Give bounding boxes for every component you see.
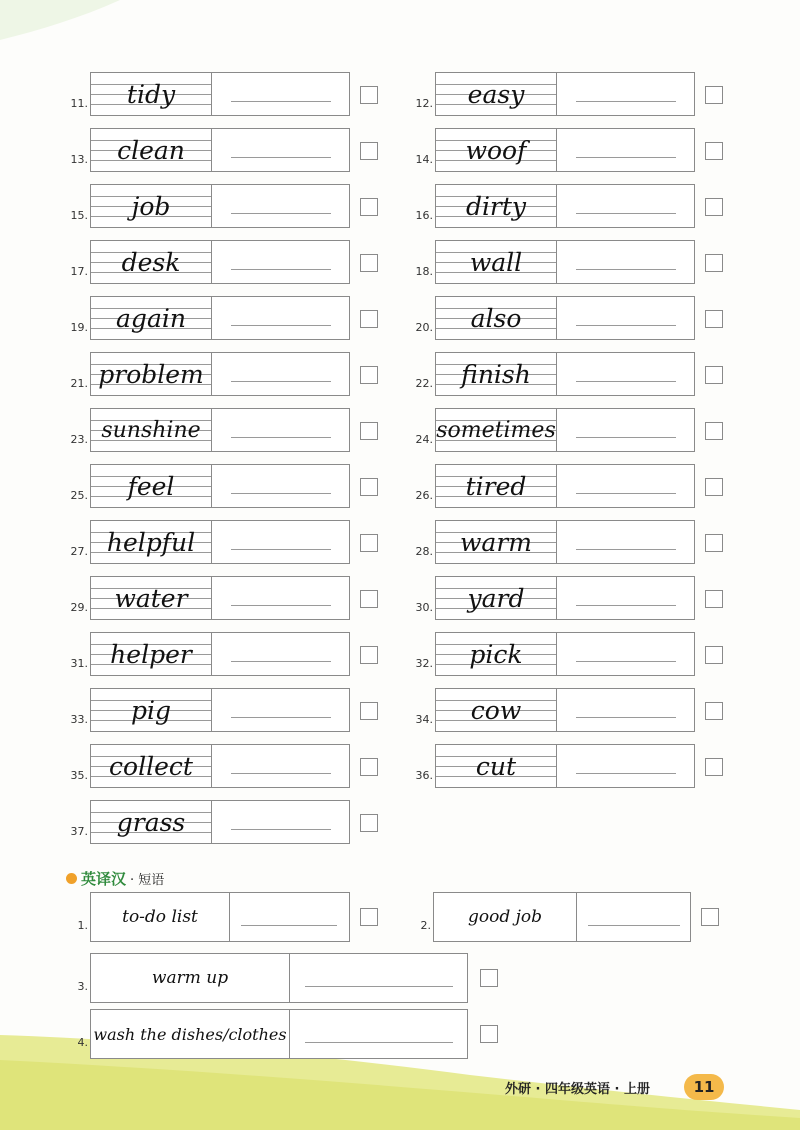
answer-line[interactable]	[231, 213, 331, 214]
vocab-item	[62, 744, 407, 788]
item-number: 11.	[70, 97, 88, 110]
vocab-word: grass	[116, 807, 186, 837]
item-number: 25.	[70, 489, 88, 502]
check-box[interactable]	[360, 814, 378, 832]
vocab-item	[407, 520, 752, 564]
vocab-word: clean	[117, 135, 185, 165]
check-box[interactable]	[705, 254, 723, 272]
item-number: 35.	[70, 769, 88, 782]
phrase-item-4	[62, 1009, 502, 1059]
word-cell	[436, 521, 557, 563]
check-box[interactable]	[705, 142, 723, 160]
answer-line[interactable]	[231, 101, 331, 102]
word-cell	[91, 577, 212, 619]
vocab-item	[407, 632, 752, 676]
check-box[interactable]	[360, 254, 378, 272]
vocab-item	[407, 240, 752, 284]
answer-line[interactable]	[576, 157, 676, 158]
word-cell	[436, 409, 557, 451]
item-number: 28.	[415, 545, 433, 558]
writing-box	[435, 632, 695, 676]
check-box[interactable]	[360, 702, 378, 720]
phrase-number: 4.	[77, 1036, 88, 1049]
item-number: 13.	[70, 153, 88, 166]
word-cell	[436, 129, 557, 171]
answer-line[interactable]	[576, 101, 676, 102]
item-number: 33.	[70, 713, 88, 726]
page-number-badge: 11	[684, 1074, 724, 1100]
vocab-word: pig	[130, 695, 171, 725]
check-box[interactable]	[360, 198, 378, 216]
check-box[interactable]	[360, 422, 378, 440]
vocab-word: tired	[465, 471, 527, 501]
word-cell	[91, 353, 212, 395]
phrase-item-2	[405, 892, 735, 942]
check-box[interactable]	[360, 590, 378, 608]
check-box[interactable]	[705, 534, 723, 552]
word-cell	[436, 73, 557, 115]
writing-box	[435, 128, 695, 172]
answer-line[interactable]	[576, 717, 676, 718]
vocab-item	[62, 800, 407, 844]
answer-line[interactable]	[231, 381, 331, 382]
check-box[interactable]	[360, 758, 378, 776]
writing-box	[435, 184, 695, 228]
answer-line[interactable]	[576, 213, 676, 214]
writing-box	[90, 296, 350, 340]
item-number: 32.	[415, 657, 433, 670]
phrase-box	[90, 953, 468, 1003]
item-number: 23.	[70, 433, 88, 446]
item-number: 20.	[415, 321, 433, 334]
answer-line[interactable]	[231, 157, 331, 158]
answer-line[interactable]	[231, 493, 331, 494]
phrase-item-3	[62, 953, 502, 1003]
phrase-box	[90, 892, 350, 942]
word-cell	[436, 185, 557, 227]
writing-box	[90, 688, 350, 732]
answer-line[interactable]	[231, 829, 331, 830]
item-number: 26.	[415, 489, 433, 502]
word-cell	[436, 297, 557, 339]
answer-line[interactable]	[576, 325, 676, 326]
item-number: 34.	[415, 713, 433, 726]
vocab-word: job	[131, 191, 171, 221]
check-box[interactable]	[360, 534, 378, 552]
vocab-item	[407, 408, 752, 452]
vocab-word: collect	[109, 751, 193, 781]
check-box[interactable]	[360, 86, 378, 104]
vocab-item	[62, 72, 407, 116]
item-number: 19.	[70, 321, 88, 334]
vocab-word: helper	[110, 639, 192, 669]
vocab-word: sunshine	[101, 417, 201, 443]
phrase-text: good job	[434, 893, 577, 941]
word-cell	[91, 801, 212, 843]
item-number: 21.	[70, 377, 88, 390]
writing-box	[435, 688, 695, 732]
vocab-word: cut	[475, 751, 517, 781]
vocab-word: wall	[469, 247, 523, 277]
answer-line[interactable]	[241, 925, 337, 926]
check-box[interactable]	[705, 86, 723, 104]
check-box[interactable]	[480, 1025, 498, 1043]
answer-line[interactable]	[231, 605, 331, 606]
phrase-box	[90, 1009, 468, 1059]
word-cell	[91, 689, 212, 731]
answer-line[interactable]	[576, 437, 676, 438]
item-number: 22.	[415, 377, 433, 390]
vocab-item	[62, 128, 407, 172]
vocab-item	[62, 520, 407, 564]
phrase-text: warm up	[91, 954, 290, 1002]
answer-line[interactable]	[576, 549, 676, 550]
vocab-item	[62, 240, 407, 284]
check-box[interactable]	[360, 366, 378, 384]
writing-box	[435, 240, 695, 284]
vocab-word: feel	[127, 471, 175, 501]
vocab-item	[62, 688, 407, 732]
phrase-number: 2.	[420, 919, 431, 932]
answer-line[interactable]	[576, 493, 676, 494]
vocab-word: dirty	[465, 191, 527, 221]
word-cell	[91, 745, 212, 787]
check-box[interactable]	[705, 590, 723, 608]
answer-line[interactable]	[588, 925, 680, 926]
word-cell	[436, 689, 557, 731]
item-number: 31.	[70, 657, 88, 670]
check-box[interactable]	[705, 366, 723, 384]
vocab-item	[407, 352, 752, 396]
word-cell	[91, 465, 212, 507]
check-box[interactable]	[705, 310, 723, 328]
answer-line[interactable]	[231, 773, 331, 774]
phrase-item-1	[62, 892, 362, 942]
writing-box	[435, 296, 695, 340]
vocab-word: problem	[98, 359, 204, 389]
vocab-item	[62, 408, 407, 452]
answer-line[interactable]	[576, 381, 676, 382]
vocab-word: yard	[467, 583, 525, 613]
word-cell	[436, 241, 557, 283]
writing-box	[90, 240, 350, 284]
word-cell	[91, 241, 212, 283]
vocab-word: sometimes	[436, 417, 556, 443]
word-grid	[62, 72, 752, 844]
item-number: 29.	[70, 601, 88, 614]
answer-line[interactable]	[231, 549, 331, 550]
word-cell	[91, 185, 212, 227]
book-footer: 外研 · 四年级英语 · 上册	[505, 1082, 650, 1097]
item-number: 24.	[415, 433, 433, 446]
vocab-word: pick	[469, 639, 523, 669]
check-box[interactable]	[705, 422, 723, 440]
item-number: 17.	[70, 265, 88, 278]
vocab-item	[407, 72, 752, 116]
writing-box	[90, 72, 350, 116]
vocab-item	[407, 576, 752, 620]
vocab-item	[407, 744, 752, 788]
word-cell	[436, 745, 557, 787]
section-subtitle: · 短语	[130, 873, 165, 888]
writing-box	[90, 128, 350, 172]
answer-line[interactable]	[576, 605, 676, 606]
answer-line[interactable]	[231, 437, 331, 438]
answer-line[interactable]	[576, 661, 676, 662]
writing-box	[435, 464, 695, 508]
answer-line[interactable]	[231, 325, 331, 326]
writing-box	[90, 520, 350, 564]
writing-box	[435, 408, 695, 452]
writing-box	[435, 72, 695, 116]
answer-line[interactable]	[576, 773, 676, 774]
phrase-box	[433, 892, 691, 942]
bullet-icon	[66, 873, 77, 884]
answer-line[interactable]	[576, 269, 676, 270]
item-number: 18.	[415, 265, 433, 278]
vocab-item	[62, 296, 407, 340]
vocab-word: woof	[465, 135, 527, 165]
word-cell	[91, 129, 212, 171]
check-box[interactable]	[480, 969, 498, 987]
item-number: 36.	[415, 769, 433, 782]
vocab-item	[407, 128, 752, 172]
word-cell	[91, 297, 212, 339]
item-number: 30.	[415, 601, 433, 614]
word-cell	[91, 521, 212, 563]
writing-box	[90, 576, 350, 620]
vocab-item	[62, 576, 407, 620]
answer-line[interactable]	[231, 269, 331, 270]
word-cell	[91, 633, 212, 675]
section-title: 英译汉	[81, 870, 127, 888]
writing-box	[90, 464, 350, 508]
writing-box	[435, 576, 695, 620]
check-box[interactable]	[705, 198, 723, 216]
item-number: 27.	[70, 545, 88, 558]
check-box[interactable]	[360, 908, 378, 926]
writing-box	[90, 744, 350, 788]
item-number: 37.	[70, 825, 88, 838]
vocab-word: helpful	[106, 527, 196, 557]
item-number: 14.	[415, 153, 433, 166]
vocab-item	[62, 184, 407, 228]
vocab-word: finish	[461, 359, 531, 389]
check-box[interactable]	[701, 908, 719, 926]
phrase-text: wash the dishes/clothes	[91, 1010, 290, 1058]
vocab-word: warm	[460, 527, 532, 557]
check-box[interactable]	[705, 646, 723, 664]
item-number: 12.	[415, 97, 433, 110]
writing-box	[435, 520, 695, 564]
phrase-number: 3.	[77, 980, 88, 993]
word-cell	[436, 577, 557, 619]
word-cell	[91, 73, 212, 115]
vocab-word: also	[470, 303, 522, 333]
item-number: 16.	[415, 209, 433, 222]
phrase-number: 1.	[77, 919, 88, 932]
vocab-item	[407, 464, 752, 508]
writing-box	[435, 744, 695, 788]
answer-line[interactable]	[305, 986, 453, 987]
check-box[interactable]	[705, 478, 723, 496]
vocab-item	[407, 296, 752, 340]
word-cell	[436, 353, 557, 395]
check-box[interactable]	[705, 702, 723, 720]
check-box[interactable]	[360, 310, 378, 328]
writing-box	[90, 352, 350, 396]
check-box[interactable]	[360, 142, 378, 160]
vocab-word: cow	[470, 695, 522, 725]
vocab-word: tidy	[126, 79, 176, 109]
vocab-item	[62, 352, 407, 396]
section-header	[66, 868, 164, 889]
writing-box	[90, 800, 350, 844]
vocab-word: water	[114, 583, 188, 613]
answer-line[interactable]	[231, 717, 331, 718]
vocab-item	[407, 688, 752, 732]
word-cell	[91, 409, 212, 451]
answer-line[interactable]	[231, 661, 331, 662]
check-box[interactable]	[360, 646, 378, 664]
phrase-text: to-do list	[91, 893, 230, 941]
writing-box	[90, 408, 350, 452]
answer-line[interactable]	[305, 1042, 453, 1043]
check-box[interactable]	[360, 478, 378, 496]
vocab-word: desk	[121, 247, 181, 277]
item-number: 15.	[70, 209, 88, 222]
vocab-word: easy	[467, 79, 525, 109]
writing-box	[90, 632, 350, 676]
word-cell	[436, 465, 557, 507]
word-cell	[436, 633, 557, 675]
vocab-item	[407, 184, 752, 228]
vocab-word: again	[116, 303, 186, 333]
check-box[interactable]	[705, 758, 723, 776]
writing-box	[435, 352, 695, 396]
writing-box	[90, 184, 350, 228]
vocab-item	[62, 632, 407, 676]
vocab-item	[62, 464, 407, 508]
